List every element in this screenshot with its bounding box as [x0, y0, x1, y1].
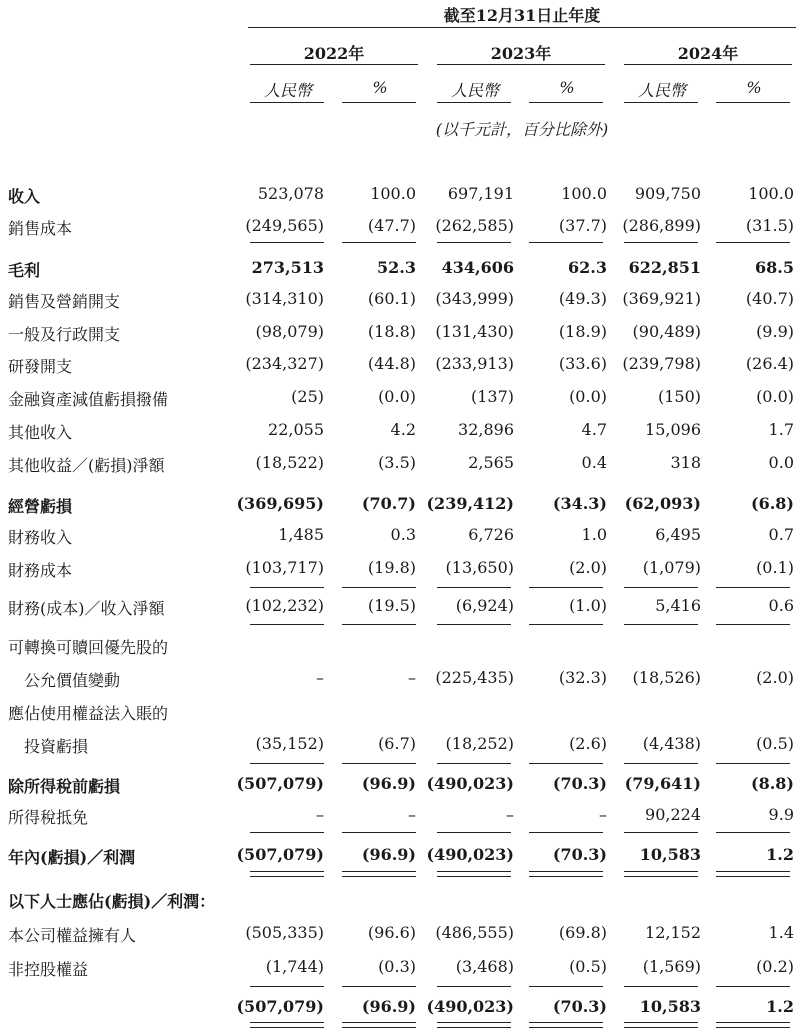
subtotal-rule [624, 624, 698, 625]
cell-2023-rmb: 32,896 [458, 420, 514, 439]
row-general-admin [0, 318, 800, 348]
subtotal-rule [342, 587, 416, 588]
cell-2023-pct: (0.5) [569, 957, 607, 976]
cell-2024-rmb: 5,416 [655, 596, 701, 615]
cell-2023-pct: 4.7 [581, 420, 607, 439]
row-label: 研發開支 [8, 357, 73, 376]
row-finance-income [0, 521, 800, 551]
row-finance-costs [0, 554, 800, 584]
cell-2024-pct: (9.9) [756, 322, 794, 341]
period-header: 截至12月31日止年度 [443, 6, 601, 25]
subtotal-rule [342, 242, 416, 243]
cell-2023-pct: (2.6) [569, 734, 607, 753]
cell-2024-pct: 1.7 [768, 420, 794, 439]
unit-rule [624, 102, 698, 103]
cell-2024-rmb: (286,899) [622, 216, 701, 235]
row-label: 毛利 [8, 261, 41, 280]
cell-2023-rmb: (343,999) [435, 289, 514, 308]
row-tax-credit [0, 801, 800, 831]
row-label: 收入 [8, 187, 41, 206]
subtotal-rule [250, 763, 324, 764]
row-equity-method-line1 [0, 697, 800, 727]
row-non-controlling [0, 953, 800, 983]
cell-2022-rmb: (234,327) [245, 354, 324, 373]
subtotal-rule [437, 587, 511, 588]
subtotal-rule [529, 832, 603, 833]
subtotal-rule [437, 624, 511, 625]
cell-2023-rmb: (490,023) [426, 997, 514, 1016]
subtotal-rule [437, 832, 511, 833]
year-header-2022: 2022年 [303, 44, 365, 63]
row-attributable-header [0, 885, 800, 915]
cell-2024-rmb: (79,641) [624, 774, 701, 793]
unit-pct-2022: % [372, 78, 388, 97]
row-loss-before-tax [0, 770, 800, 800]
cell-2023-pct: (33.6) [558, 354, 607, 373]
cell-2024-rmb: 90,224 [645, 805, 701, 824]
cell-2022-rmb: – [316, 668, 324, 687]
row-label: 除所得稅前虧損 [8, 777, 121, 796]
period-rule [248, 27, 796, 28]
cell-2024-pct: 1.4 [768, 923, 794, 942]
row-selling-marketing [0, 285, 800, 315]
cell-2024-pct: 9.9 [768, 805, 794, 824]
cell-2023-rmb: (486,555) [435, 923, 514, 942]
cell-2024-pct: (0.2) [756, 957, 794, 976]
cell-2022-rmb: (369,695) [236, 494, 324, 513]
cell-2024-rmb: (1,079) [642, 558, 701, 577]
subtotal-rule [437, 763, 511, 764]
row-impairment [0, 383, 800, 413]
row-label: 本公司權益擁有人 [8, 926, 137, 945]
total-double-rule [437, 1022, 511, 1028]
year-rule-2024 [624, 64, 792, 65]
subtotal-rule [342, 763, 416, 764]
cell-2024-pct: 0.0 [768, 453, 794, 472]
row-label: 非控股權益 [8, 960, 89, 979]
cell-2023-pct: (70.3) [552, 997, 607, 1016]
subtotal-rule [624, 242, 698, 243]
subtotal-rule [437, 242, 511, 243]
subtotal-rule [716, 763, 790, 764]
unit-pct-2024: % [746, 78, 762, 97]
row-label: 財務(成本)／收入淨額 [8, 599, 165, 618]
cell-2023-rmb: (18,252) [445, 734, 514, 753]
total-double-rule [529, 1022, 603, 1028]
row-label: 以下人士應佔(虧損)／利潤： [8, 892, 216, 911]
cell-2023-rmb: (6,924) [455, 596, 514, 615]
cell-2022-pct: – [408, 805, 416, 824]
cell-2022-rmb: (505,335) [245, 923, 324, 942]
subtotal-rule [529, 763, 603, 764]
row-pref-shares-fair-value [0, 664, 800, 694]
cell-2022-pct: (47.7) [367, 216, 416, 235]
cell-2024-pct: 68.5 [755, 258, 794, 277]
cell-2023-pct: (49.3) [558, 289, 607, 308]
cell-2022-pct: (19.5) [367, 596, 416, 615]
row-other-gains-net [0, 449, 800, 479]
cell-2024-pct: 1.2 [766, 845, 794, 864]
cell-2022-rmb: (35,152) [255, 734, 324, 753]
cell-2022-pct: (60.1) [367, 289, 416, 308]
cell-2023-rmb: (225,435) [435, 668, 514, 687]
subtotal-rule [529, 587, 603, 588]
subtotal-rule [342, 832, 416, 833]
cell-2024-rmb: (369,921) [622, 289, 701, 308]
cell-2024-pct: (0.1) [756, 558, 794, 577]
total-double-rule [250, 871, 324, 877]
row-rnd [0, 350, 800, 380]
cell-2024-rmb: 10,583 [639, 997, 701, 1016]
cell-2024-rmb: (1,569) [642, 957, 701, 976]
cell-2024-pct: (2.0) [756, 668, 794, 687]
row-other-income [0, 416, 800, 446]
cell-2022-pct: 52.3 [377, 258, 416, 277]
subtotal-rule [342, 986, 416, 987]
cell-2023-rmb: (3,468) [455, 957, 514, 976]
subtotal-rule [250, 986, 324, 987]
row-gross-profit [0, 254, 800, 284]
row-profit-for-year [0, 841, 800, 871]
cell-2022-rmb: (507,079) [236, 774, 324, 793]
subtotal-rule [624, 587, 698, 588]
row-label: 經營虧損 [8, 497, 73, 516]
cell-2024-pct: (0.0) [756, 387, 794, 406]
row-label: 年內(虧損)／利潤 [8, 848, 136, 867]
cell-2024-rmb: (90,489) [632, 322, 701, 341]
cell-2023-pct: (70.3) [552, 845, 607, 864]
cell-2024-rmb: 318 [670, 453, 701, 472]
subtotal-rule [716, 242, 790, 243]
unit-note: (以千元計，百分比除外) [435, 120, 609, 139]
row-label: 其他收入 [8, 423, 73, 442]
cell-2023-pct: 100.0 [561, 184, 607, 203]
subtotal-rule [250, 624, 324, 625]
cell-2023-pct: (32.3) [558, 668, 607, 687]
row-label: 財務成本 [8, 561, 73, 580]
row-label: 金融資產減值虧損撥備 [8, 390, 169, 409]
cell-2022-rmb: (507,079) [236, 997, 324, 1016]
cell-2022-pct: (96.6) [367, 923, 416, 942]
cell-2022-pct: (44.8) [367, 354, 416, 373]
cell-2023-rmb: (490,023) [426, 845, 514, 864]
cell-2022-pct: (3.5) [378, 453, 416, 472]
unit-rmb-2024: 人民幣 [637, 81, 686, 100]
unit-pct-2023: % [559, 78, 575, 97]
cell-2024-rmb: (150) [657, 387, 701, 406]
row-pref-shares-line1 [0, 631, 800, 661]
cell-2023-rmb: 697,191 [447, 184, 514, 203]
cell-2022-rmb: 1,485 [278, 525, 324, 544]
cell-2024-pct: 1.2 [766, 997, 794, 1016]
cell-2023-rmb: (262,585) [435, 216, 514, 235]
row-label: 投資虧損 [24, 737, 89, 756]
row-equity-method-loss [0, 730, 800, 760]
subtotal-rule [529, 624, 603, 625]
cell-2024-rmb: (62,093) [624, 494, 701, 513]
cell-2022-rmb: (25) [291, 387, 324, 406]
total-double-rule [342, 1022, 416, 1028]
cell-2024-pct: (8.8) [751, 774, 794, 793]
subtotal-rule [342, 624, 416, 625]
row-finance-net [0, 592, 800, 622]
cell-2023-pct: (1.0) [569, 596, 607, 615]
cell-2022-pct: – [408, 668, 416, 687]
subtotal-rule [624, 763, 698, 764]
year-rule-2022 [250, 64, 418, 65]
cell-2022-rmb: (102,232) [245, 596, 324, 615]
cell-2023-rmb: – [506, 805, 514, 824]
total-double-rule [529, 871, 603, 877]
subtotal-rule [716, 587, 790, 588]
cell-2023-pct: – [599, 805, 607, 824]
cell-2023-pct: 1.0 [581, 525, 607, 544]
cell-2022-pct: 4.2 [390, 420, 416, 439]
unit-rule [437, 102, 511, 103]
total-double-rule [250, 1022, 324, 1028]
row-cost-of-sales [0, 212, 800, 242]
cell-2024-pct: 100.0 [748, 184, 794, 203]
unit-rule [716, 102, 790, 103]
row-label: 應佔使用權益法入賬的 [8, 704, 169, 723]
unit-rmb-2023: 人民幣 [450, 81, 499, 100]
cell-2024-rmb: (4,438) [642, 734, 701, 753]
cell-2022-rmb: – [316, 805, 324, 824]
cell-2022-rmb: (249,565) [245, 216, 324, 235]
total-double-rule [342, 871, 416, 877]
subtotal-rule [250, 832, 324, 833]
cell-2022-pct: (18.8) [367, 322, 416, 341]
cell-2023-rmb: 434,606 [441, 258, 514, 277]
row-owners [0, 919, 800, 949]
cell-2024-rmb: 15,096 [645, 420, 701, 439]
subtotal-rule [716, 986, 790, 987]
cell-2023-pct: (18.9) [558, 322, 607, 341]
cell-2022-rmb: 22,055 [268, 420, 324, 439]
cell-2024-pct: (6.8) [751, 494, 794, 513]
cell-2024-rmb: 6,495 [655, 525, 701, 544]
cell-2023-pct: (70.3) [552, 774, 607, 793]
cell-2022-rmb: (314,310) [245, 289, 324, 308]
cell-2024-pct: 0.7 [768, 525, 794, 544]
subtotal-rule [250, 587, 324, 588]
cell-2024-rmb: (18,526) [632, 668, 701, 687]
cell-2024-pct: (26.4) [745, 354, 794, 373]
year-rule-2023 [437, 64, 605, 65]
cell-2024-pct: 0.6 [768, 596, 794, 615]
cell-2023-pct: (37.7) [558, 216, 607, 235]
cell-2024-rmb: 909,750 [634, 184, 701, 203]
cell-2022-rmb: (18,522) [255, 453, 324, 472]
cell-2022-pct: (96.9) [361, 774, 416, 793]
cell-2023-pct: (0.0) [569, 387, 607, 406]
cell-2022-rmb: (98,079) [255, 322, 324, 341]
cell-2022-rmb: (103,717) [245, 558, 324, 577]
total-double-rule [716, 871, 790, 877]
cell-2022-pct: (0.0) [378, 387, 416, 406]
cell-2023-rmb: (131,430) [435, 322, 514, 341]
cell-2023-rmb: (13,650) [445, 558, 514, 577]
total-double-rule [716, 1022, 790, 1028]
row-label: 財務收入 [8, 528, 73, 547]
row-label: 銷售成本 [8, 219, 73, 238]
cell-2022-pct: (96.9) [361, 845, 416, 864]
row-label: 銷售及營銷開支 [8, 292, 121, 311]
row-revenue [0, 180, 800, 210]
row-attributable-total [0, 993, 800, 1023]
subtotal-rule [716, 832, 790, 833]
cell-2024-pct: (0.5) [756, 734, 794, 753]
cell-2023-pct: 62.3 [568, 258, 607, 277]
subtotal-rule [529, 986, 603, 987]
row-label: 其他收益／(虧損)淨額 [8, 456, 165, 475]
cell-2023-rmb: 6,726 [468, 525, 514, 544]
cell-2022-pct: 0.3 [390, 525, 416, 544]
cell-2023-rmb: (490,023) [426, 774, 514, 793]
cell-2024-pct: (31.5) [745, 216, 794, 235]
cell-2022-pct: (70.7) [361, 494, 416, 513]
subtotal-rule [624, 832, 698, 833]
cell-2024-rmb: (239,798) [622, 354, 701, 373]
cell-2023-pct: (34.3) [552, 494, 607, 513]
cell-2022-rmb: 273,513 [251, 258, 324, 277]
cell-2024-pct: (40.7) [745, 289, 794, 308]
cell-2024-rmb: 12,152 [645, 923, 701, 942]
row-label: 一般及行政開支 [8, 325, 121, 344]
total-double-rule [624, 1022, 698, 1028]
cell-2023-rmb: 2,565 [468, 453, 514, 472]
cell-2023-pct: (2.0) [569, 558, 607, 577]
cell-2024-rmb: 10,583 [639, 845, 701, 864]
cell-2023-rmb: (239,412) [426, 494, 514, 513]
subtotal-rule [529, 242, 603, 243]
cell-2023-rmb: (233,913) [435, 354, 514, 373]
cell-2022-rmb: (1,744) [265, 957, 324, 976]
cell-2022-rmb: 523,078 [257, 184, 324, 203]
cell-2022-rmb: (507,079) [236, 845, 324, 864]
year-header-2023: 2023年 [490, 44, 552, 63]
cell-2023-pct: (69.8) [558, 923, 607, 942]
cell-2022-pct: (0.3) [378, 957, 416, 976]
cell-2022-pct: (6.7) [378, 734, 416, 753]
unit-rule [342, 102, 416, 103]
cell-2024-rmb: 622,851 [628, 258, 701, 277]
cell-2023-rmb: (137) [470, 387, 514, 406]
total-double-rule [624, 871, 698, 877]
subtotal-rule [437, 986, 511, 987]
row-label: 公允價值變動 [24, 671, 121, 690]
unit-rmb-2022: 人民幣 [263, 81, 312, 100]
unit-rule [529, 102, 603, 103]
subtotal-rule [250, 242, 324, 243]
cell-2022-pct: (19.8) [367, 558, 416, 577]
cell-2022-pct: (96.9) [361, 997, 416, 1016]
unit-rule [250, 102, 324, 103]
total-double-rule [437, 871, 511, 877]
subtotal-rule [716, 624, 790, 625]
cell-2022-pct: 100.0 [370, 184, 416, 203]
row-label: 可轉換可贖回優先股的 [8, 638, 169, 657]
row-operating-loss [0, 490, 800, 520]
subtotal-rule [624, 986, 698, 987]
cell-2023-pct: 0.4 [581, 453, 607, 472]
year-header-2024: 2024年 [677, 44, 739, 63]
row-label: 所得稅抵免 [8, 808, 89, 827]
